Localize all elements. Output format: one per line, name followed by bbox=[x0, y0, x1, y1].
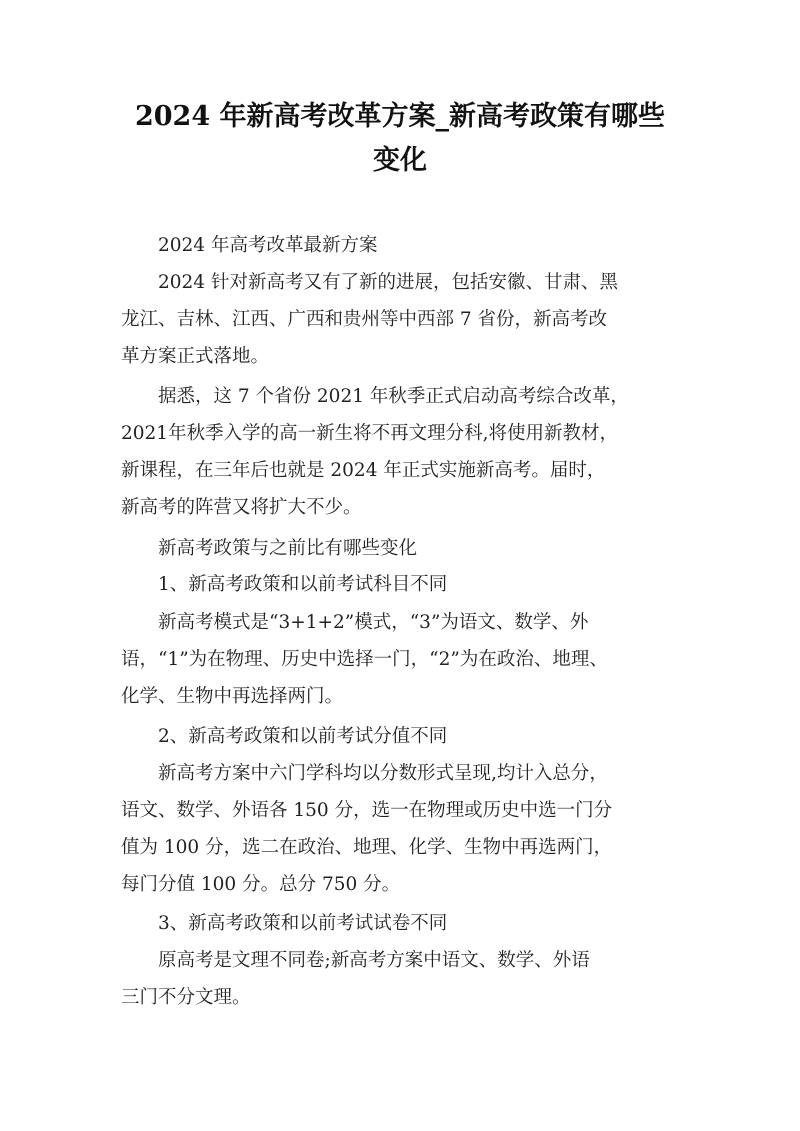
text-line: 2024 年高考改革最新方案 bbox=[121, 235, 378, 256]
paragraph-heading-papers bbox=[121, 905, 681, 942]
paragraph-subjects bbox=[121, 604, 681, 715]
text-line: 化学、生物中再选择两门。 bbox=[121, 686, 344, 707]
text-line: 原高考是文理不同卷;新高考方案中语文、数学、外语 bbox=[121, 950, 590, 971]
paragraph-2 bbox=[121, 264, 681, 375]
text-line: 新高考政策与之前比有哪些变化 bbox=[121, 538, 418, 559]
document-title bbox=[100, 95, 700, 183]
paragraph-heading-subjects bbox=[121, 566, 681, 603]
text-line: 2024 针对新高考又有了新的进展，包括安徽、甘肃、黑 bbox=[121, 272, 618, 293]
text-line: 每门分值 100 分。总分 750 分。 bbox=[121, 874, 401, 895]
text-line: 3、新高考政策和以前考试试卷不同 bbox=[121, 913, 448, 934]
text-line: 新课程，在三年后也就是 2024 年正式实施新高考。届时， bbox=[121, 460, 606, 481]
text-line: 龙江、吉林、江西、广西和贵州等中西部 7 省份，新高考改 bbox=[121, 309, 608, 330]
paragraph-heading-1 bbox=[121, 227, 681, 264]
text-line: 2021年秋季入学的高一新生将不再文理分科,将使用新教材， bbox=[121, 423, 618, 444]
text-line: 新高考的阵营又将扩大不少。 bbox=[121, 497, 362, 518]
text-line: 值为 100 分，选二在政治、地理、化学、生物中再选两门， bbox=[121, 837, 613, 858]
text-line: 1、新高考政策和以前考试科目不同 bbox=[121, 574, 448, 595]
text-line: 三门不分文理。 bbox=[121, 987, 251, 1008]
text-line: 革方案正式落地。 bbox=[121, 346, 270, 367]
text-line: 新高考模式是“3+1+2”模式，“3”为语文、数学、外 bbox=[121, 612, 589, 633]
paragraph-heading-scores bbox=[121, 718, 681, 755]
text-line: 据悉，这 7 个省份 2021 年秋季正式启动高考综合改革， bbox=[121, 386, 629, 407]
title-line-2: 变化 bbox=[373, 145, 427, 176]
title-line-1: 2024 年新高考改革方案_新高考政策有哪些 bbox=[134, 101, 666, 132]
text-line: 语文、数学、外语各 150 分，选一在物理或历史中选一门分 bbox=[121, 800, 613, 821]
paragraph-heading-changes bbox=[121, 530, 681, 567]
text-line: 新高考方案中六门学科均以分数形式呈现,均计入总分， bbox=[121, 763, 608, 784]
paragraph-papers bbox=[121, 942, 681, 1016]
paragraph-scores bbox=[121, 755, 681, 903]
text-line: 2、新高考政策和以前考试分值不同 bbox=[121, 726, 448, 747]
paragraph-3 bbox=[121, 378, 681, 526]
text-line: 语，“1”为在物理、历史中选择一门，“2”为在政治、地理、 bbox=[121, 649, 608, 670]
